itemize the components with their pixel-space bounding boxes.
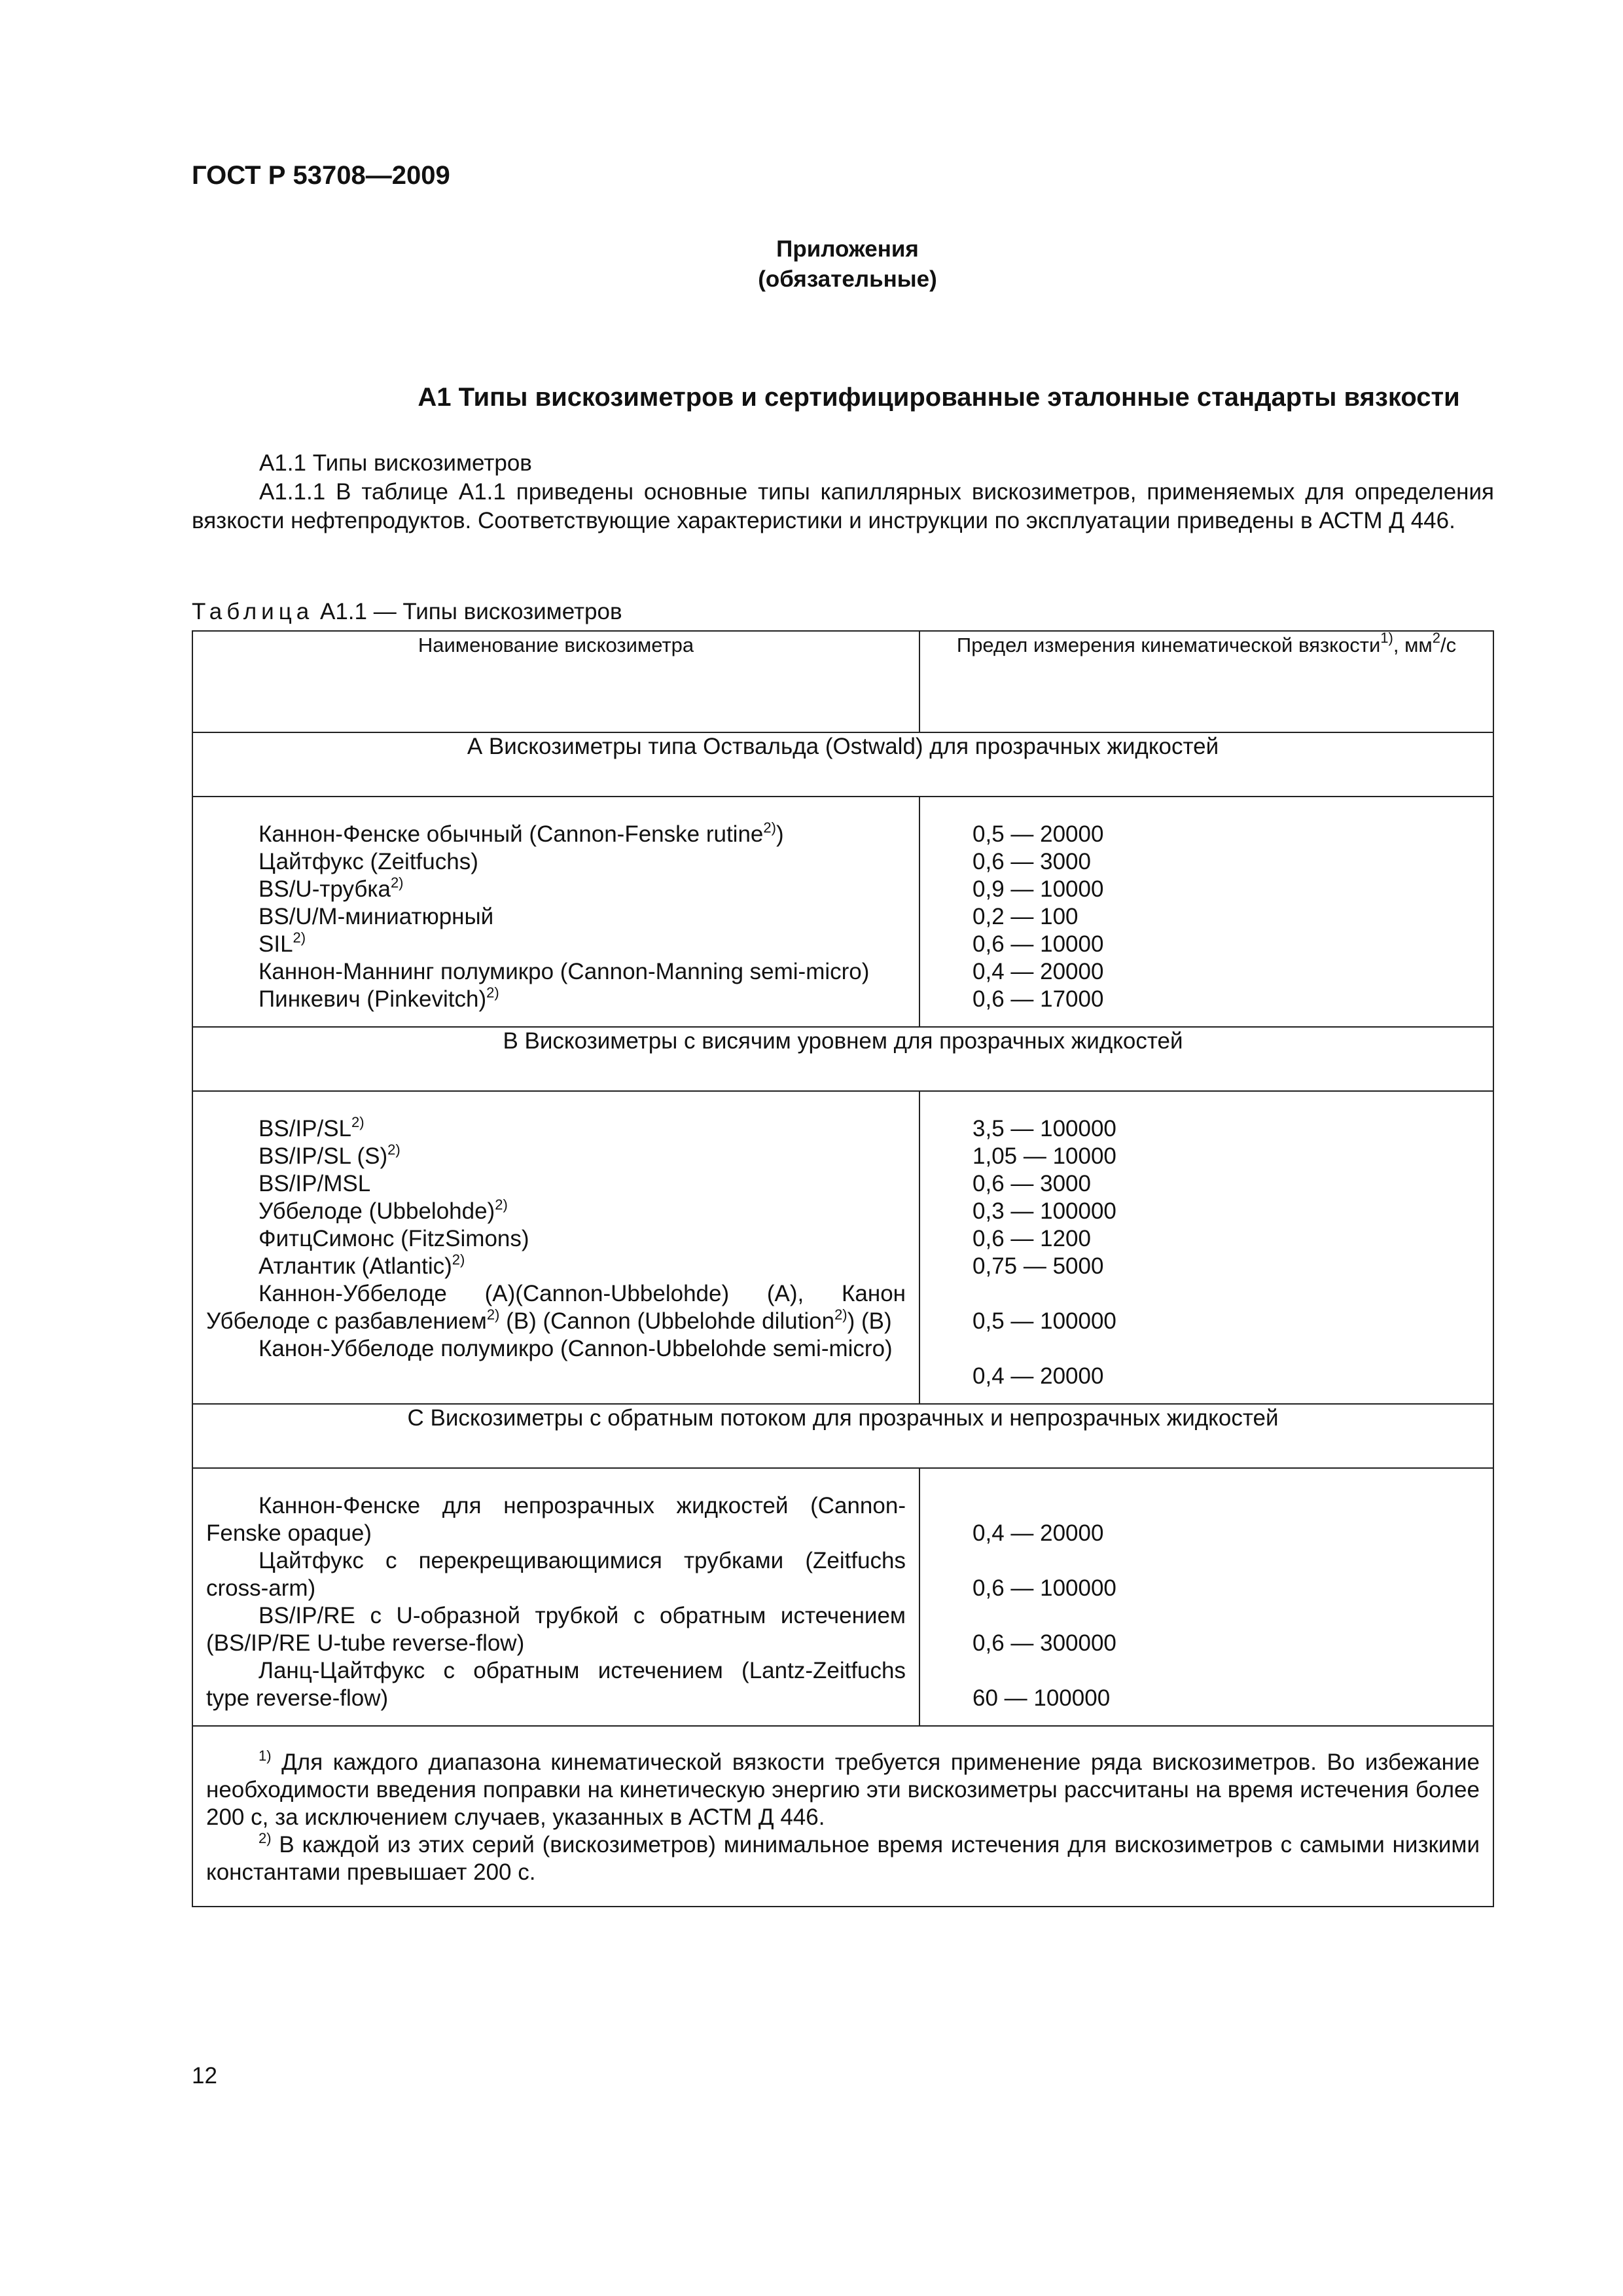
viscosity-range: 0,6 — 3000 [972, 1171, 1091, 1196]
viscometer-name: Уббелоде (Ubbelohde)$^{2)}$ [259, 1196, 508, 1224]
name-cell [192, 1468, 919, 1726]
viscometer-name: Каннон-Фенске обычный (Cannon-Fenske rutine$^{2)}$) [259, 819, 784, 847]
viscosity-range: 0,6 — 1200 [972, 1226, 1091, 1251]
range-cell [919, 797, 1493, 1027]
viscometer-table [192, 630, 1494, 1907]
table-row [192, 797, 1493, 1027]
viscosity-range: 1,05 — 10000 [972, 1143, 1116, 1169]
viscometer-name: SIL$^{2)}$ [259, 929, 306, 957]
viscometer-name: BS/U/M-миниатюрный [259, 904, 494, 929]
header-range-cell: Предел измерения кинематической вязкости$^{1)}$, $мм^2/с$ [919, 631, 1493, 732]
viscosity-range: 60 — 100000 [972, 1685, 1111, 1711]
name-cell [192, 797, 919, 1027]
viscosity-range: 0,6 — 100000 [972, 1575, 1116, 1601]
viscosity-range: 0,6 — 10000 [972, 931, 1104, 957]
viscometer-name: Каннон-Фенске для непрозрачных жидкостей (Cannon-Fenske opaque) [206, 1493, 906, 1546]
section-title: А1 Типы вискозиметров и сертифицированные эталонные стандарты вязкости [418, 383, 1460, 412]
group-title: С Вискозиметры с обратным потоком для прозрачных и непрозрачных жидкостей [192, 1404, 1493, 1468]
notes-row [192, 1726, 1493, 1907]
group-title: В Вискозиметры с висячим уровнем для прозрачных жидкостей [192, 1027, 1493, 1091]
footnote-2: $^{2)}$ В каждой из этих серий (вискозиметров) минимальное время истечения для вискозиметров с самыми низкими константами превышает 200 с. [206, 1830, 1480, 1885]
viscometer-name: BS/IP/SL $(S)^{2)}$ [259, 1141, 401, 1169]
footnote-1: $^{1)}$ Для каждого диапазона кинематической вязкости требуется применение ряда вискозиметров. Во избежание необходимости введения поправки на кинетическую энергию эти вискозиметры рассчитаны на время истечения более 200 с, за исключением случаев, указанных в АСТМ Д 446. [206, 1748, 1480, 1830]
viscometer-name: Цайтфукс с перекрещивающимися трубками (Zeitfuchs cross-arm) [206, 1548, 906, 1601]
name-cell [192, 1091, 919, 1404]
annex-heading [0, 234, 1623, 295]
viscometer-name: Атлантик (Atlantic)$^{2)}$ [259, 1251, 465, 1279]
viscosity-range: 0,6 — 300000 [972, 1630, 1116, 1656]
viscometer-name: Пинкевич (Pinkevitch)$^{2)}$ [259, 984, 499, 1012]
group-title-row [192, 732, 1493, 797]
viscosity-range: 3,5 — 100000 [972, 1116, 1116, 1141]
viscometer-name: Канон-Уббелоде полумикро (Cannon-Ubbelohde semi-micro) [259, 1336, 893, 1361]
viscometer-name: Каннон-Маннинг полумикро (Cannon-Manning semi-micro) [259, 959, 870, 984]
table-header-row [192, 631, 1493, 732]
viscosity-range: 0,75 — 5000 [972, 1253, 1104, 1279]
viscosity-range: 0,3 — 100000 [972, 1198, 1116, 1224]
group-title-row [192, 1027, 1493, 1091]
viscometer-name: BS/U-трубка$^{2)}$ [259, 874, 404, 902]
viscometer-name: BS/IP/SL$^{2)}$ [259, 1114, 365, 1141]
group-title: А Вискозиметры типа Оствальда (Ostwald) для прозрачных жидкостей [192, 732, 1493, 797]
viscosity-range: 0,4 — 20000 [972, 959, 1104, 984]
viscosity-range: 0,5 — 20000 [972, 821, 1104, 847]
annex-subtitle: (обязательные) [758, 266, 937, 292]
table-caption-label: Таблица [192, 599, 314, 624]
viscosity-range: 0,9 — 10000 [972, 876, 1104, 902]
paragraph-a1-1: А1.1 Типы вискозиметров [259, 450, 532, 476]
annex-title: Приложения [776, 236, 919, 262]
range-cell [919, 1468, 1493, 1726]
group-title-row [192, 1404, 1493, 1468]
table-row [192, 1091, 1493, 1404]
viscometer-name: Каннон-Уббелоде (A)(Cannon-Ubbelohde) (A), Канон Уббелоде с разбавлением$^{2)}$ (B) (Cannon (Ubbelohde dilution$^{2)}$) (B) [206, 1281, 906, 1334]
table-row [192, 1468, 1493, 1726]
viscosity-range: 0,5 — 100000 [972, 1308, 1116, 1334]
paragraph-a1-1-1: А1.1.1 В таблице А1.1 приведены основные типы капиллярных вискозиметров, применяемых для определения вязкости нефтепродуктов. Соответствующие характеристики и инструкции по эксплуатации приведены в АСТМ Д 446. [192, 479, 1494, 533]
range-cell [919, 1091, 1493, 1404]
page-number: 12 [192, 2063, 217, 2089]
table-notes [192, 1726, 1493, 1907]
viscosity-range: 0,2 — 100 [972, 904, 1079, 929]
viscosity-range: 0,4 — 20000 [972, 1520, 1104, 1546]
viscometer-name: BS/IP/RE с U-образной трубкой с обратным истечением (BS/IP/RE U-tube reverse-flow) [206, 1603, 906, 1656]
header-name-cell: Наименование вискозиметра [192, 631, 919, 732]
table-caption [192, 599, 622, 625]
viscometer-name: ФитцСимонс (FitzSimons) [259, 1226, 529, 1251]
standard-code: ГОСТ Р 53708—2009 [192, 161, 450, 190]
viscometer-name: Цайтфукс (Zeitfuchs) [259, 849, 478, 874]
viscometer-name: BS/IP/MSL [259, 1171, 371, 1196]
viscosity-range: 0,4 — 20000 [972, 1363, 1104, 1389]
viscosity-range: 0,6 — 3000 [972, 849, 1091, 874]
viscometer-name: Ланц-Цайтфукс с обратным истечением (Lantz-Zeitfuchs type reverse-flow) [206, 1658, 906, 1711]
table-caption-text: А1.1 — Типы вискозиметров [319, 599, 622, 624]
viscosity-range: 0,6 — 17000 [972, 986, 1104, 1012]
